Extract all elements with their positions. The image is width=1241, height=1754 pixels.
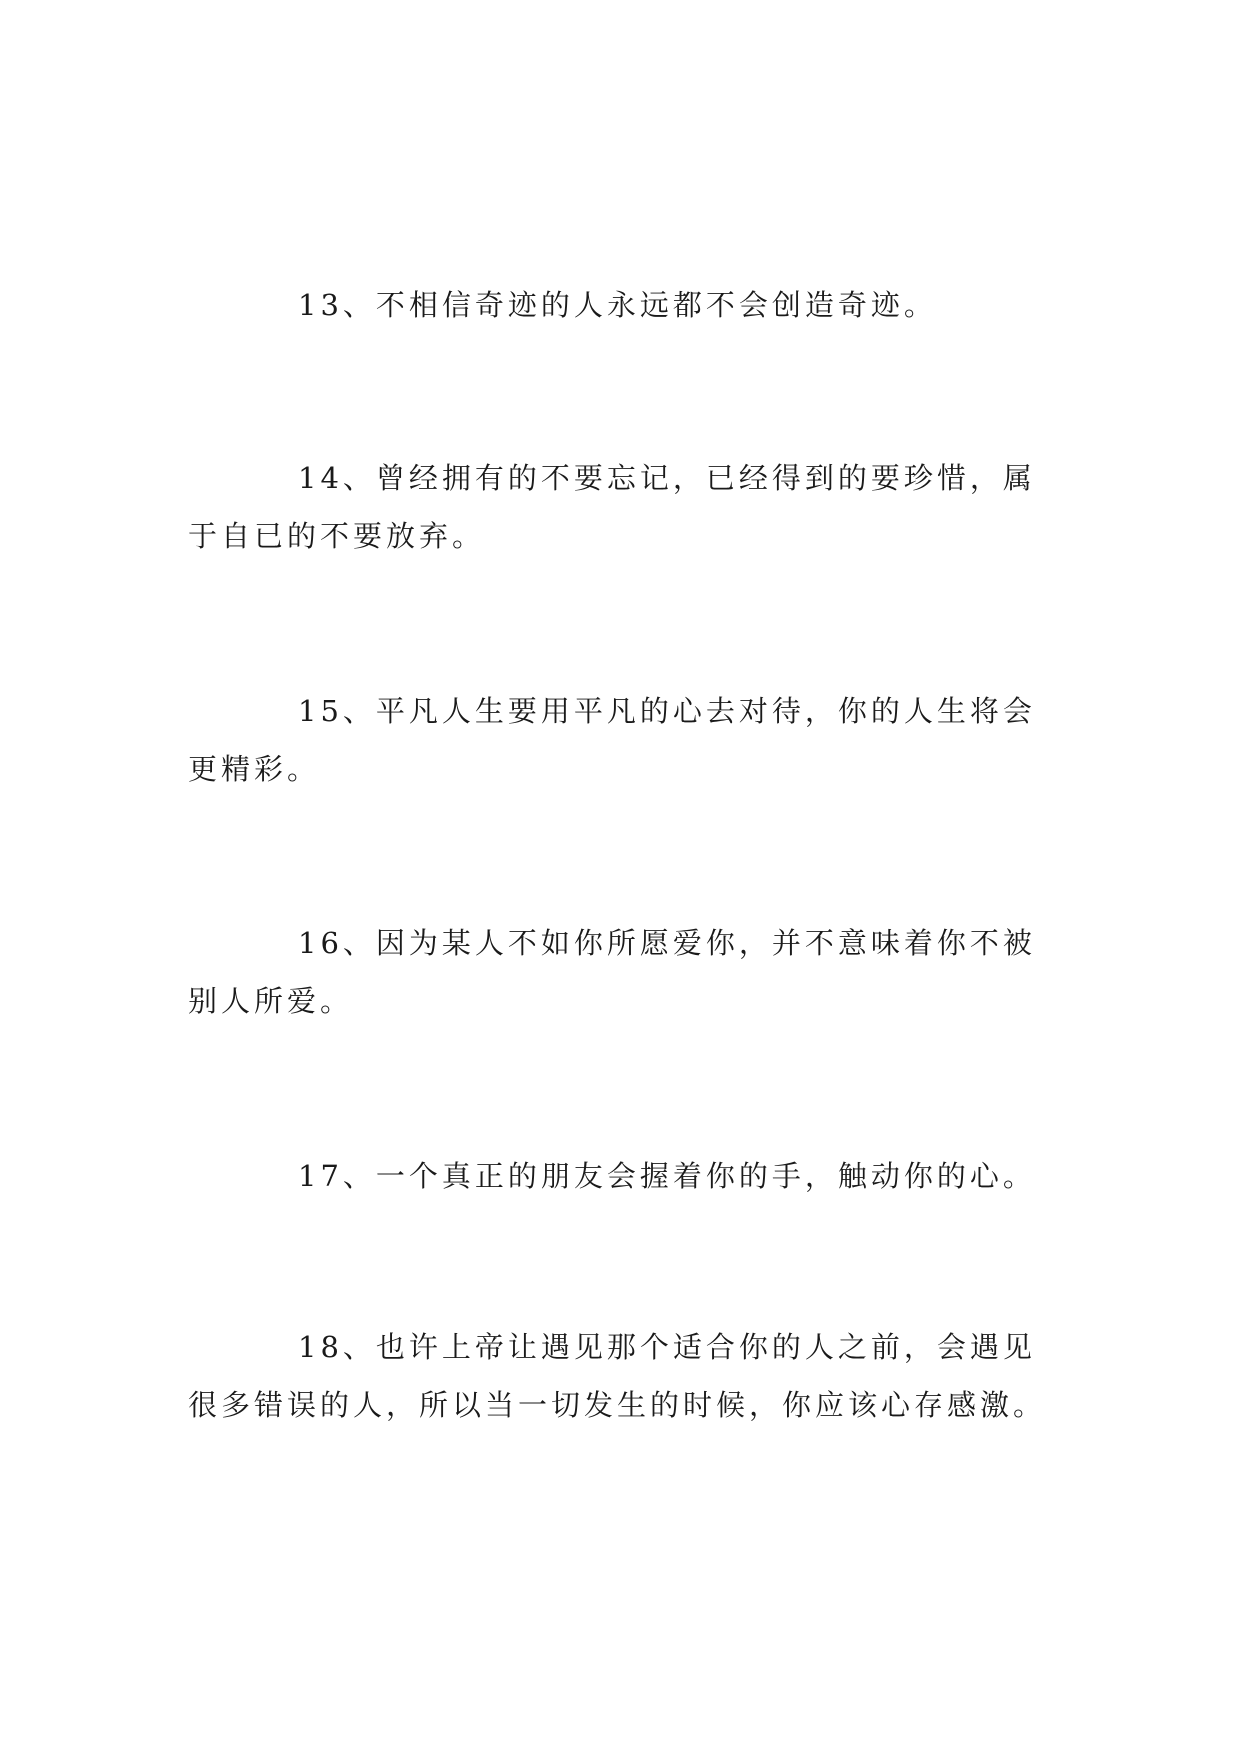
paragraph-17: 17、一个真正的朋友会握着你的手，触动你的心。 bbox=[298, 1159, 1036, 1193]
paragraph-15: 15、平凡人生要用平凡的心去对待，你的人生将会更精彩。 bbox=[188, 694, 1036, 786]
paragraph-14: 14、曾经拥有的不要忘记，已经得到的要珍惜，属于自已的不要放弃。 bbox=[188, 461, 1036, 553]
paragraph-13: 13、不相信奇迹的人永远都不会创造奇迹。 bbox=[298, 288, 937, 322]
paragraph-16: 16、因为某人不如你所愿爱你，并不意味着你不被别人所爱。 bbox=[188, 926, 1036, 1018]
paragraph-18: 18、也许上帝让遇见那个适合你的人之前，会遇见很多错误的人，所以当一切发生的时候，你应该心存感激。 bbox=[188, 1330, 1047, 1422]
